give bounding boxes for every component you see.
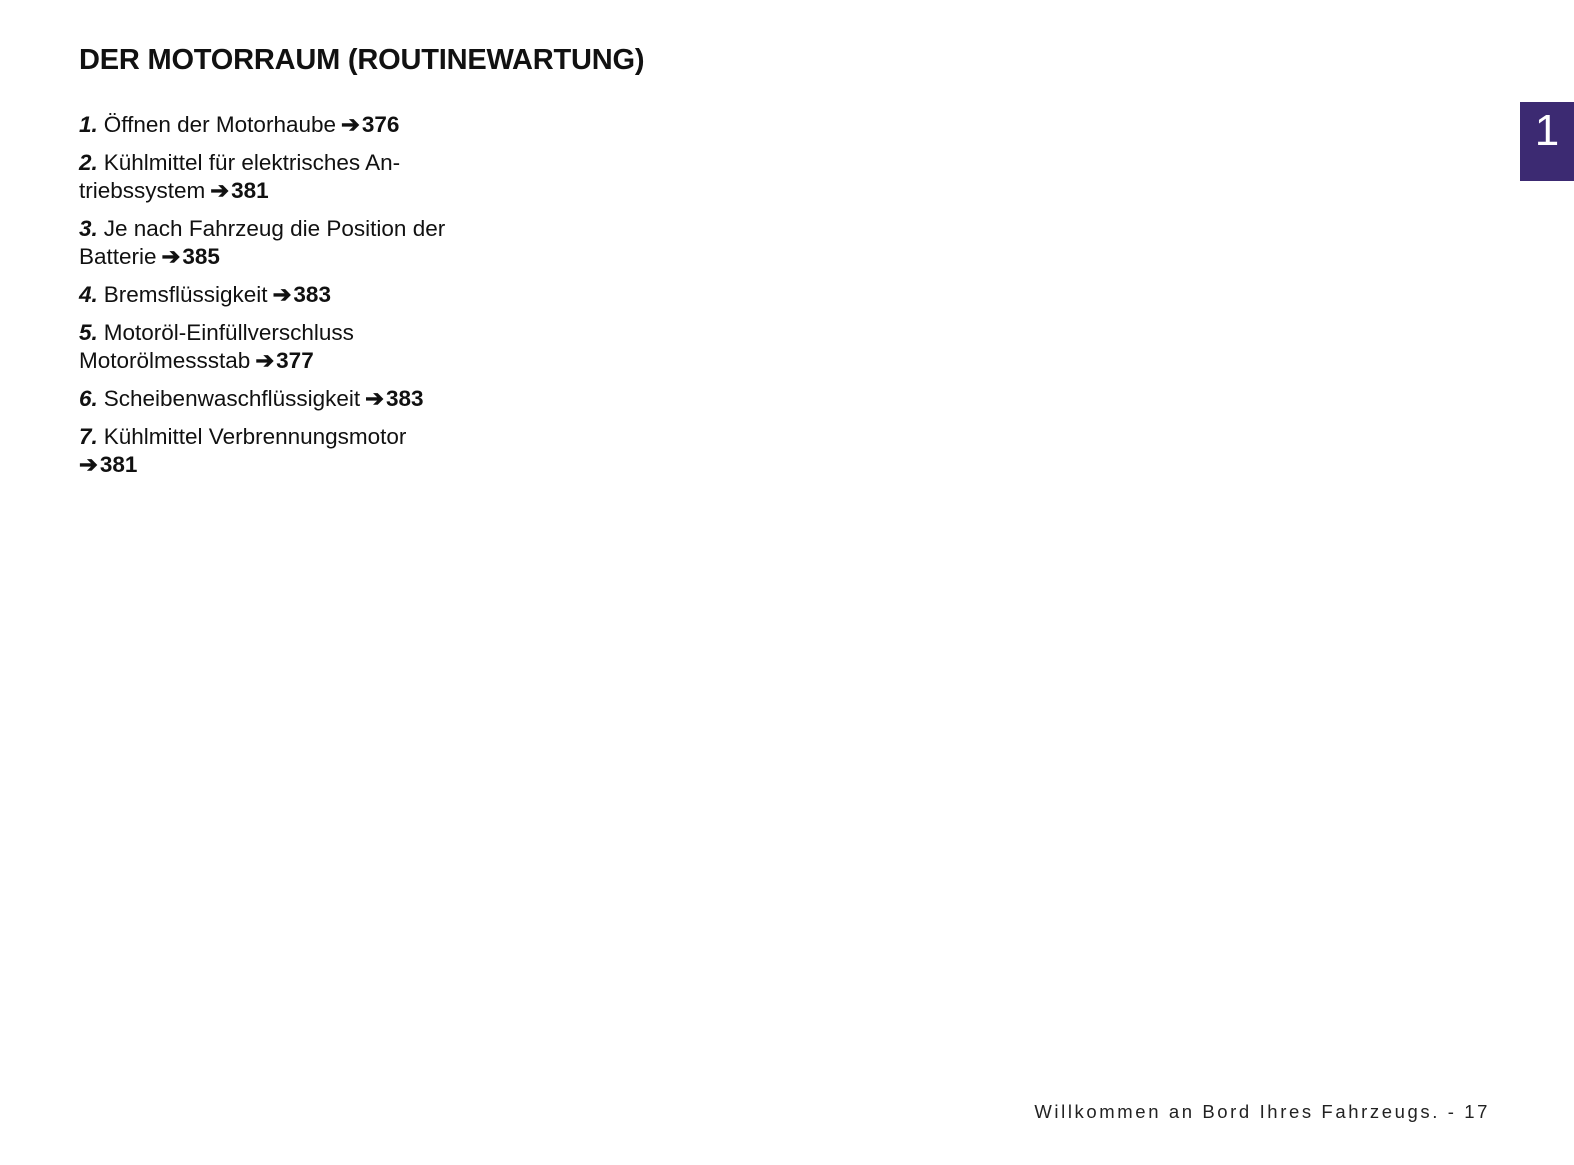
arrow-right-icon: ➔: [79, 452, 98, 477]
list-item: [79, 111, 519, 139]
item-text: Scheibenwaschflüssigkeit: [103, 386, 361, 411]
list-item: [79, 215, 519, 271]
item-text: Je nach Fahrzeug die Position der: [103, 216, 446, 241]
list-item: [79, 423, 519, 479]
item-text: Motoröl-Einfüllverschluss: [103, 320, 354, 345]
item-number: 2.: [79, 150, 98, 175]
chapter-tab[interactable]: [1520, 102, 1574, 181]
arrow-right-icon: ➔: [255, 348, 275, 373]
list-item: [79, 281, 519, 309]
item-text: Kühlmittel für elektrisches An-: [103, 150, 401, 175]
arrow-right-icon: ➔: [210, 178, 230, 203]
page-footer: Willkommen an Bord Ihres Fahrzeugs. - 17: [1034, 1101, 1490, 1122]
item-number: 3.: [79, 216, 98, 241]
maintenance-list: [79, 111, 519, 489]
list-item: [79, 149, 519, 205]
arrow-right-icon: ➔: [365, 386, 385, 411]
item-number: 1.: [79, 112, 98, 137]
item-text-continued: triebssystem: [79, 178, 206, 203]
item-number: 6.: [79, 386, 98, 411]
page-reference-link[interactable]: 381: [231, 178, 269, 203]
page-reference-link[interactable]: 377: [276, 348, 314, 373]
item-number: 7.: [79, 424, 98, 449]
arrow-right-icon: ➔: [341, 112, 360, 137]
list-item: [79, 385, 519, 413]
page-reference-link[interactable]: 383: [386, 386, 424, 411]
list-item: [79, 319, 519, 375]
page-reference-link[interactable]: 383: [293, 282, 331, 307]
item-number: 4.: [79, 282, 98, 307]
arrow-right-icon: ➔: [272, 282, 292, 307]
chapter-tab-number: 1: [1534, 106, 1560, 155]
item-text: Kühlmittel Verbrennungsmotor: [103, 424, 407, 449]
item-text-continued: Motorölmessstab: [79, 348, 251, 373]
arrow-right-icon: ➔: [161, 244, 181, 269]
item-text: Öffnen der Motorhaube: [103, 112, 337, 137]
item-text: Bremsflüssigkeit: [103, 282, 268, 307]
item-number: 5.: [79, 320, 98, 345]
page-reference-link[interactable]: 376: [361, 112, 400, 137]
page-title: DER MOTORRAUM (ROUTINEWARTUNG): [79, 44, 645, 76]
page-reference-link[interactable]: 381: [99, 452, 138, 477]
page-reference-link[interactable]: 385: [182, 244, 220, 269]
item-text-continued: Batterie: [79, 244, 157, 269]
